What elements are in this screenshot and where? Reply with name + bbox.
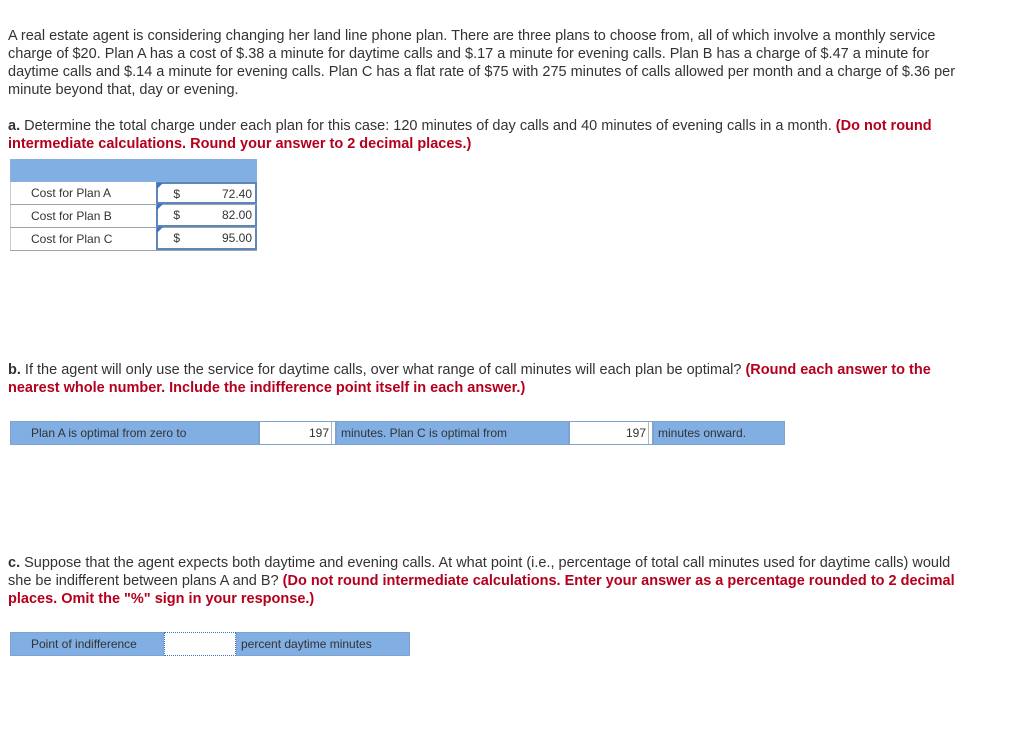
plan-a-upper-input[interactable] [259, 421, 336, 445]
point-of-indifference-label: Point of indifference [10, 632, 164, 656]
cost-value[interactable]: 72.40 [221, 187, 252, 201]
table-row [10, 182, 257, 205]
currency-symbol: $ [173, 208, 180, 222]
plan-a-upper-value[interactable]: 197 [309, 422, 332, 444]
cost-table-header [10, 159, 257, 182]
percent-daytime-label: percent daytime minutes [236, 632, 410, 656]
cost-table-body [10, 182, 257, 251]
part-b-instruction: (Round each answer to the nearest whole number. Include the indifference point itself in each answer.) [8, 362, 931, 396]
part-c-label: c. [8, 555, 21, 571]
flag-icon [157, 183, 163, 189]
part-a-label: a. [8, 118, 21, 134]
row-label: Cost for Plan B [10, 205, 156, 227]
currency-symbol: $ [173, 231, 180, 245]
row-label: Cost for Plan A [10, 182, 156, 204]
part-b-label: b. [8, 362, 21, 378]
flag-icon [157, 227, 163, 233]
part-a-question [8, 117, 968, 153]
plan-c-lower-value[interactable]: 197 [626, 422, 649, 444]
currency-symbol: $ [173, 187, 180, 201]
part-c-instruction: (Do not round intermediate calculations. Enter your answer as a percentage rounded to 2 decimal places. Omit the "%" sign in your response.) [8, 573, 955, 607]
plan-c-range-label: minutes. Plan C is optimal from [336, 421, 569, 445]
indifference-percent-input[interactable] [164, 632, 236, 656]
cost-plan-a-input[interactable] [156, 182, 257, 204]
cost-plan-b-input[interactable] [156, 205, 257, 227]
plan-c-lower-input[interactable] [569, 421, 653, 445]
part-a-question-text: Determine the total charge under each plan for this case: 120 minutes of day calls and 40 minutes of evening calls in a month. [24, 118, 832, 134]
part-c-question-text: Suppose that the agent expects both daytime and evening calls. At what point (i.e., percentage of total call minutes used for daytime calls) would she be indifferent between plans A and B? [8, 555, 951, 589]
table-row [10, 228, 257, 251]
part-b-question [8, 361, 968, 397]
cost-value[interactable]: 82.00 [221, 208, 252, 222]
part-c-question [8, 554, 968, 608]
flag-icon [157, 204, 163, 210]
part-a-instruction: (Do not round intermediate calculations. Round your answer to 2 decimal places.) [8, 118, 932, 152]
onward-label: minutes onward. [653, 421, 785, 445]
problem-intro [8, 27, 968, 99]
part-c-answer-row [10, 632, 410, 656]
cost-plan-c-input[interactable] [156, 228, 257, 250]
intro-text: A real estate agent is considering changing her land line phone plan. There are three plans to choose from, all of which involve a monthly service charge of $20. Plan A has a cost of $.38 a minute for daytime calls and $.17 a minute for evening calls. Plan B has a charge of $.47 a minute for daytime calls and $.14 a minute for evening calls. Plan C has a flat rate of $75 with 275 minutes of calls allowed per month and a charge of $.36 per minute beyond that, day or evening. [8, 28, 956, 98]
table-row [10, 205, 257, 228]
part-b-answer-row [10, 421, 785, 445]
plan-a-range-label: Plan A is optimal from zero to [10, 421, 259, 445]
row-label: Cost for Plan C [10, 228, 156, 250]
cost-value[interactable]: 95.00 [221, 231, 252, 245]
part-b-question-text: If the agent will only use the service for daytime calls, over what range of call minutes will each plan be optimal? [24, 362, 742, 378]
cost-table [10, 159, 257, 251]
